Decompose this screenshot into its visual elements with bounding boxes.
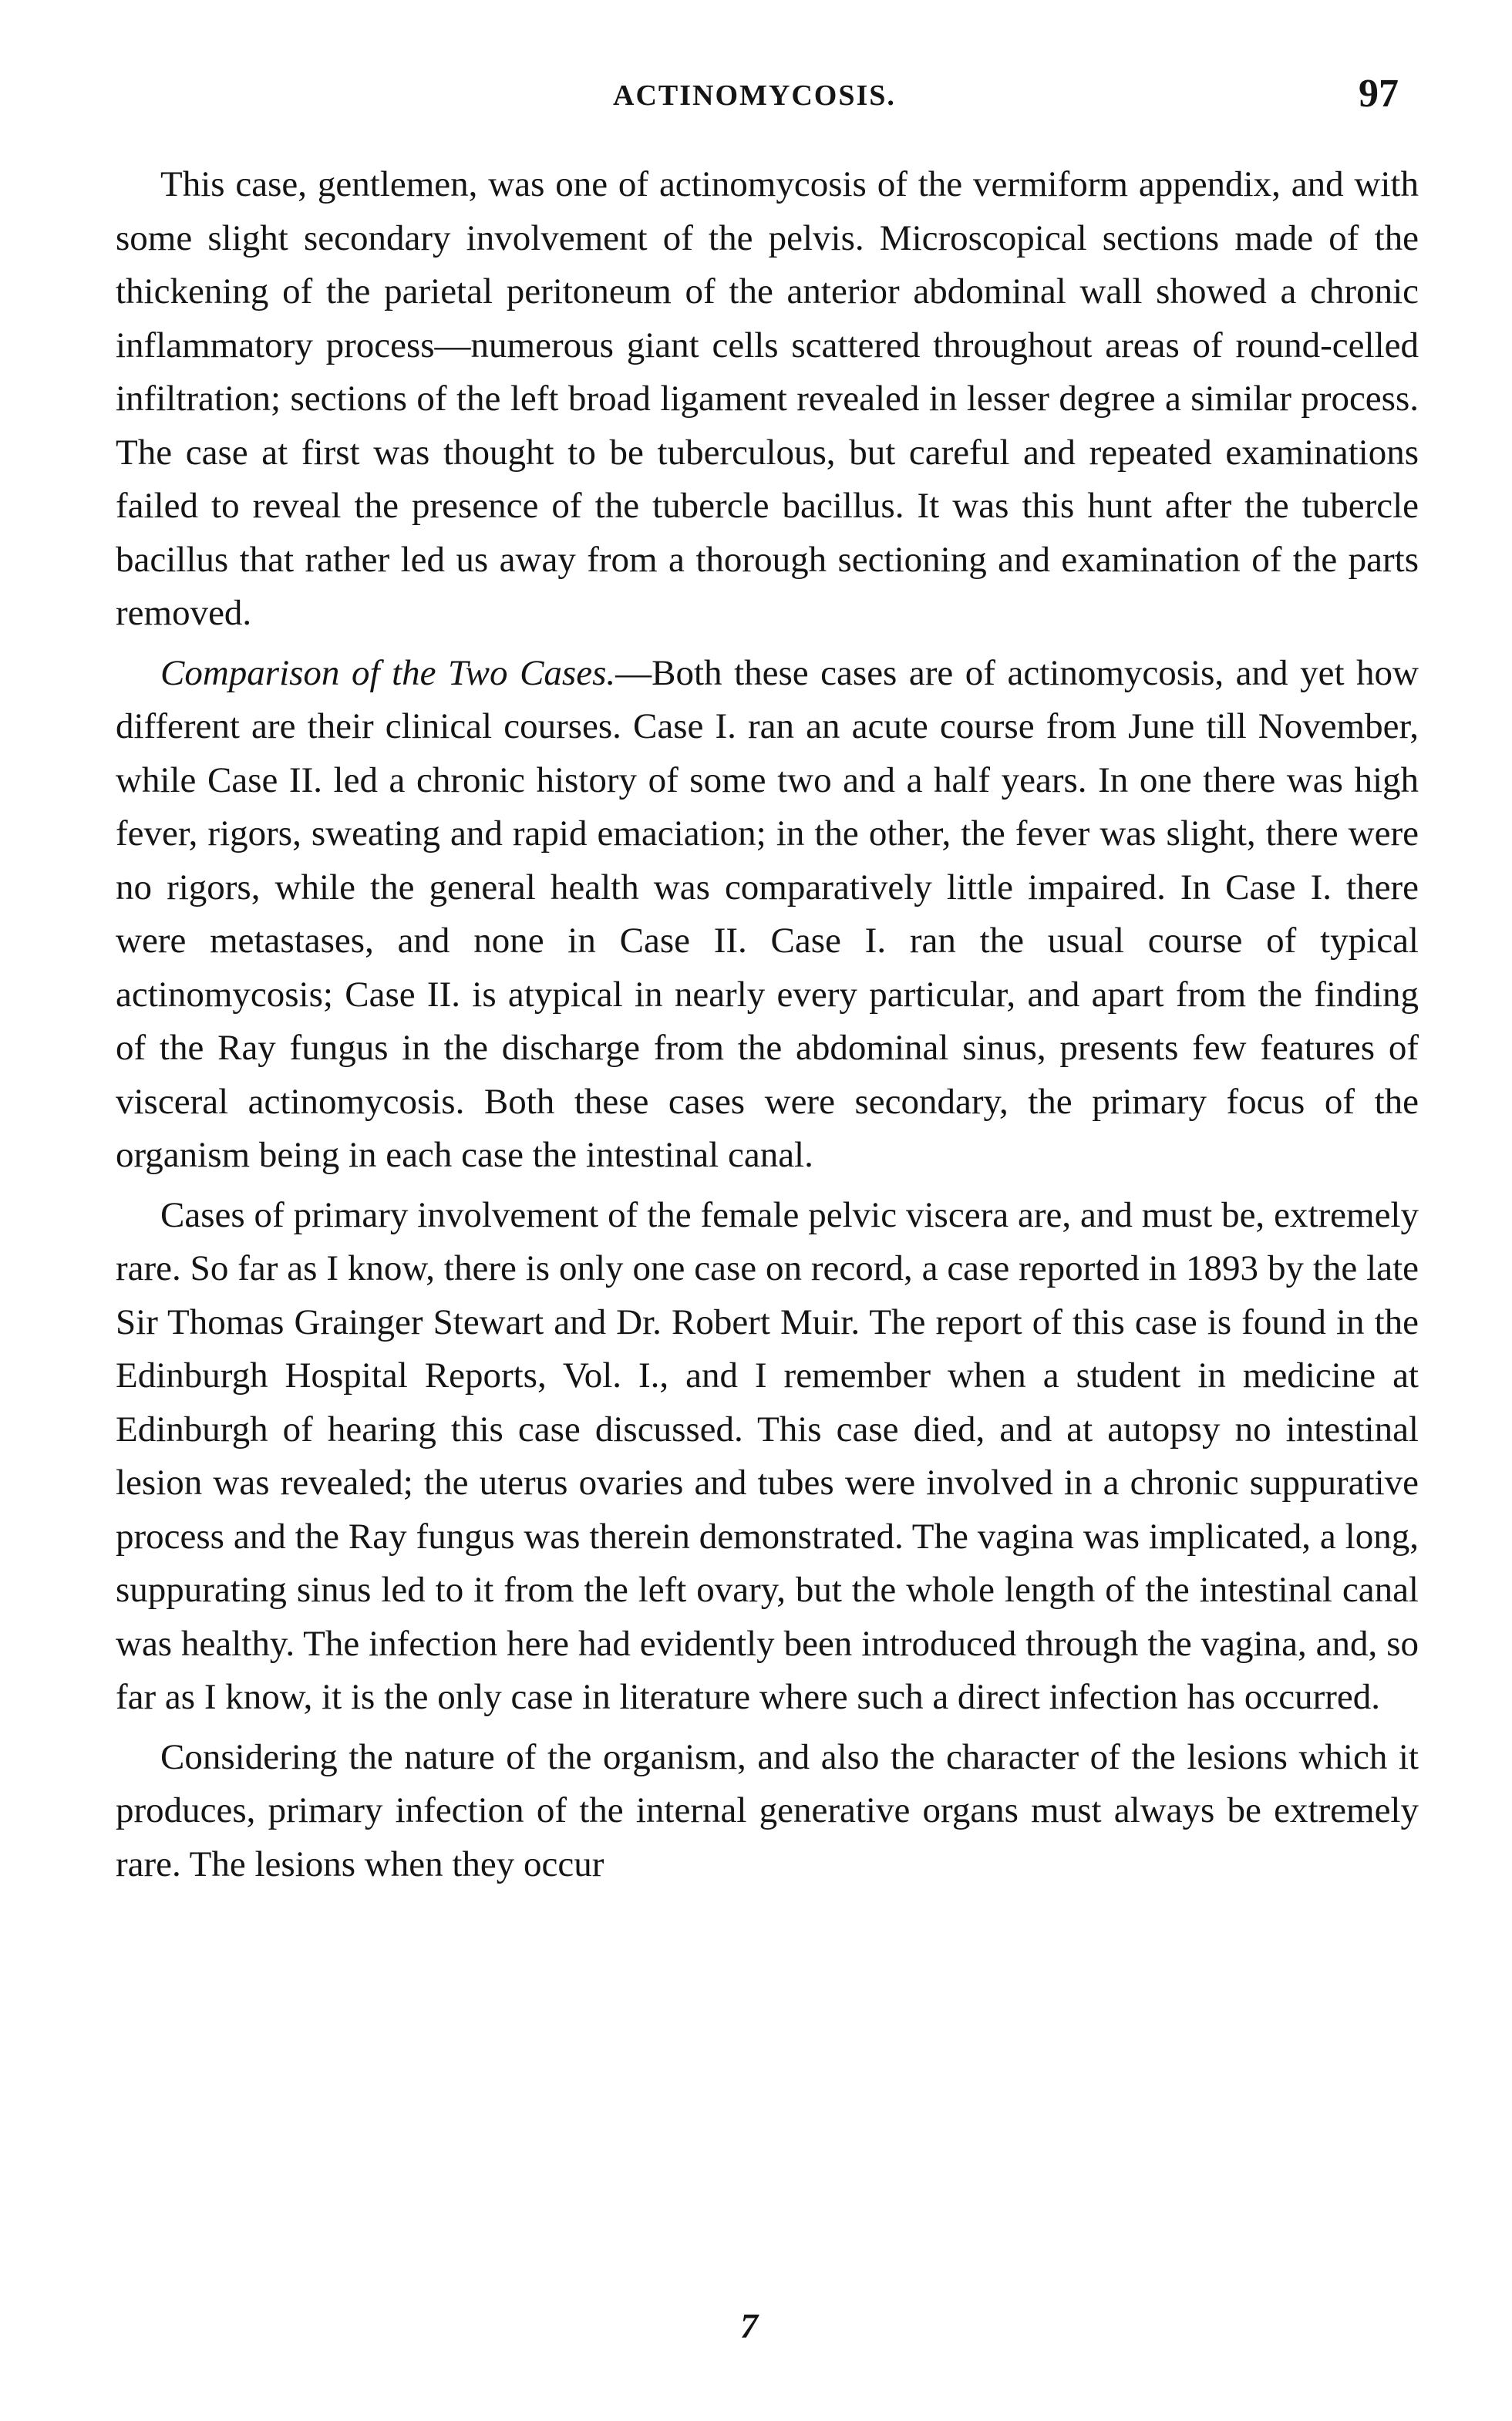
paragraph-primary-involvement — [116, 1189, 1419, 1725]
paragraph-text: This case, gentlemen, was one of actinomycosis of the vermiform appendix, and with some slight secondary involvement of the pelvis. Microscopical sections made of the thickening of the parietal peritoneum of the anterior abdominal wall showed a chronic inflammatory process—numerous giant cells scattered throughout areas of round-celled infiltration; sections of the left broad ligament revealed in lesser degree a similar process. The case at first was thought to be tuberculous, but careful and repeated examinations failed to reveal the presence of the tubercle bacillus. It was this hunt after the tubercle bacillus that rather led us away from a thorough sectioning and examination of the parts removed. — [116, 164, 1419, 633]
paragraph-text: —Both these cases are of actinomycosis, and yet how different are their clinical courses. Case I. ran an acute course from June till November, while Case II. led a chronic history of some two and a half years. In one there was high fever, rigors, sweating and rapid emaciation; in the other, the fever was slight, there were no rigors, while the general health was comparatively little impaired. In Case I. there were metastases, and none in Case II. Case I. ran the usual course of typical actinomycosis; Case II. is atypical in nearly every particular, and apart from the finding of the Ray fungus in the discharge from the abdominal sinus, presents few features of visceral actinomycosis. Both these cases were secondary, the primary focus of the organism being in each case the intestinal canal. — [116, 652, 1419, 1175]
running-title: ACTINOMYCOSIS. — [613, 79, 896, 112]
body-text — [116, 158, 1419, 1891]
paragraph-considering — [116, 1731, 1419, 1892]
paragraph-text: Cases of primary involvement of the female pelvic viscera are, and must be, extremely rare. So far as I know, there is only one case on record, a case reported in 1893 by the late Sir Thomas Grainger Stewart and Dr. Robert Muir. The report of this case is found in the Edinburgh Hospital Reports, Vol. I., and I remember when a student in medicine at Edinburgh of hearing this case discussed. This case died, and at autopsy no intestinal lesion was revealed; the uterus ovaries and tubes were involved in a chronic suppurative process and the Ray fungus was therein demonstrated. The vagina was implicated, a long, suppurating sinus led to it from the left ovary, but the whole length of the intestinal canal was healthy. The infection here had evidently been introduced through the vagina, and, so far as I know, it is the only case in literature where such a direct infection has occurred. — [116, 1194, 1419, 1717]
paragraph-text: Considering the nature of the organism, and also the character of the lesions which it produces, primary infection of the internal generative organs must always be extremely rare. The lesions when they occur — [116, 1736, 1419, 1884]
running-head — [0, 71, 1512, 125]
paragraph-comparison — [116, 647, 1419, 1183]
signature-mark: 7 — [740, 2306, 758, 2345]
section-lead-in: Comparison of the Two Cases. — [160, 652, 616, 693]
paragraph-case-summary — [116, 158, 1419, 641]
page-number: 97 — [1359, 72, 1399, 116]
